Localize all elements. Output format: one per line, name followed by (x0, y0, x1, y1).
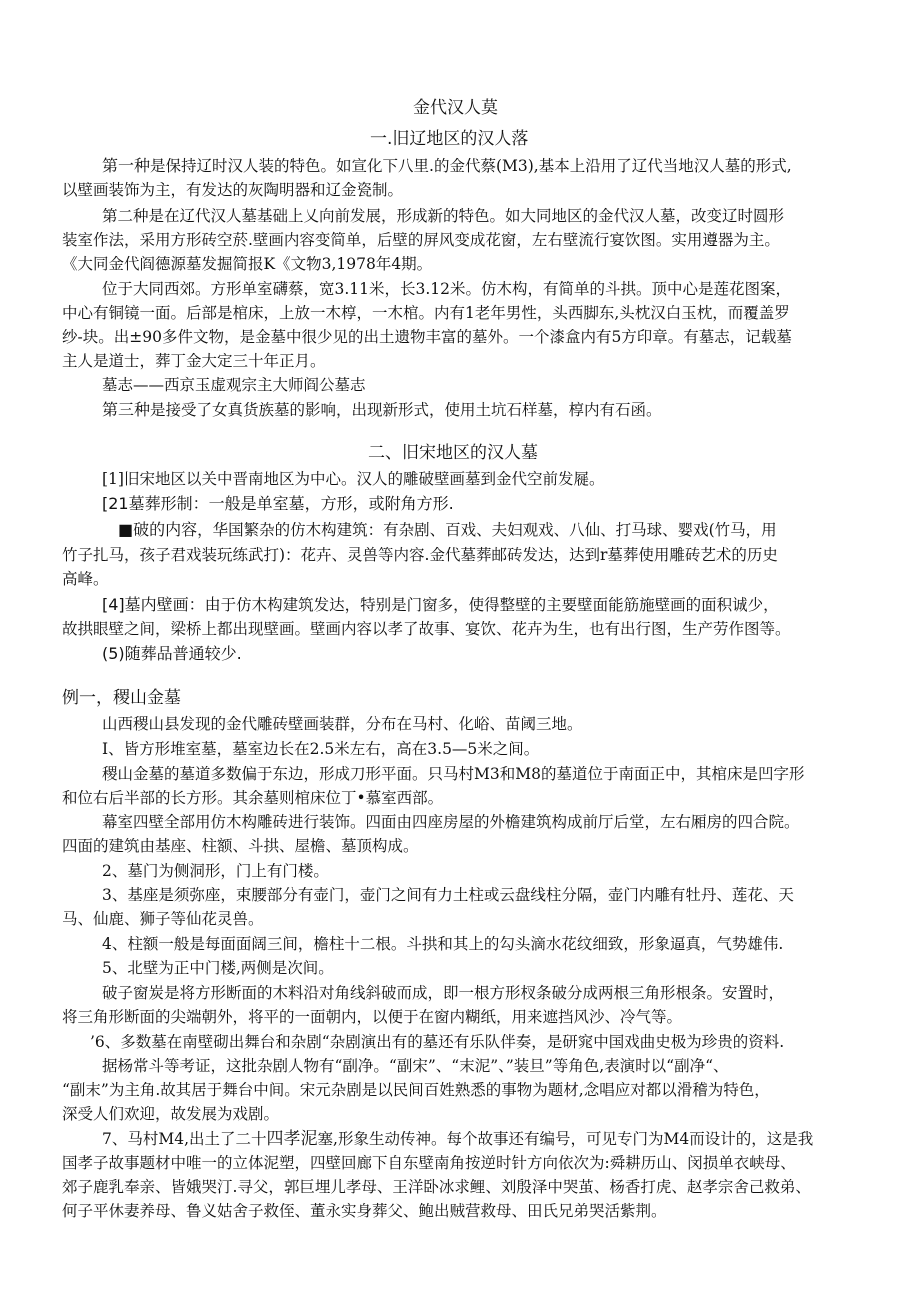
paragraph-line: 和位右后半部的长方形。其余墓则棺床位丁•慕室西部。 (62, 789, 444, 807)
example-heading: 例一，稷山金墓 (62, 688, 181, 708)
paragraph-line: 纱-块。出±90多件文物，是金墓中很少见的出土遗物丰富的墓外。一个漆盒内有5方印章。有墓志，记载墓 (62, 328, 792, 346)
list-item: [1]旧宋地区以关中晋南地区为中心。汉人的雕破壁画墓到金代空前发屣。 (102, 470, 605, 488)
paragraph-line: 第二种是在辽代汉人墓基础上乂向前发展，形成新的特色。如大同地区的金代汉人墓，改变辽时圆形 (102, 207, 785, 225)
paragraph-line: “副末”为主角.故其居于舞台中间。宋元杂剧是以民间百姓熟悉的事物为题材,念唱应对都以滑稽为特色， (62, 1081, 770, 1099)
paragraph-line (102, 400, 662, 420)
paragraph-line: 郊子鹿乳奉亲、皆娥哭汀.寻父，郭巨埋儿孝母、王洋卧冰求鲤、刘殷泽中哭茧、杨香打虎、赵孝宗舍己救弟、 (62, 1178, 811, 1196)
list-item-text: 于仿木构建筑发达，特别是门窗多，使得整壁的主要壁面能筋施壁画的面积诚少， (220, 596, 779, 614)
paragraph-line: 故拱眼壁之间，梁桥上都出现壁画。壁画内容以孝了故事、宴饮、花卉为生，也有出行图，生产劳作图等。 (62, 620, 791, 638)
paragraph-text: 是保持辽时汉人装的特色。如宣化下八里.的金代蔡(M3),基本上沿用了辽代当地汉人墓的形式, (150, 157, 792, 175)
paragraph-line: 以壁画装饰为主，有发达的灰陶明器和辽金瓷制。 (62, 181, 404, 199)
list-item-text: ，华国繁杂的仿木构建筑：有杂剧、百戏、夫妇观戏、八仙、打马球、婴戏(竹马，用 (197, 521, 777, 539)
list-item: (5)随葬品普通较少. (102, 644, 242, 663)
paragraph-text: 7、马村M4,出土了二十 (102, 1130, 267, 1148)
paragraph-line: 2、墓门为侧洞形，门上有门楼。 (102, 862, 329, 880)
list-item-lead: [4]墓内壁画：由 (102, 595, 221, 614)
paragraph-emphasis: 四孝泥 (266, 1129, 318, 1149)
paragraph-line: 墓志——西京玉虚观宗主大师阎公墓志 (102, 376, 366, 394)
paragraph-line: 4、柱额一般是每面面阔三间，檐柱十二根。斗拱和其上的勾头滴水花纹细致，形象逼真，气势雄伟. (102, 935, 784, 953)
paragraph-line: 国孝子故事题材中唯一的立体泥塑，四壁回廊下自东壁南角按逆时针方向依次为:舜耕历山、闵损单衣峡母、 (62, 1154, 796, 1172)
list-item (118, 520, 777, 540)
list-item: [21墓葬形制：一般是单室墓，方形，或附角方形. (102, 494, 454, 513)
paragraph-line (102, 1129, 813, 1149)
paragraph-line: 幕室四壁全部用仿木构雕砖进行装饰。四面由四座房屋的外檐建筑构成前厅后堂，左右厢房的四合院。 (102, 813, 800, 831)
section-2-heading: 二、旧宋地区的汉人墓 (368, 443, 538, 463)
paragraph-text: 塞,形象生动传神。每个故事还有编号，可见专门为M4而设计的，这是我 (317, 1130, 814, 1148)
paragraph-line: 马、仙鹿、狮子等仙花灵兽。 (62, 910, 264, 928)
paragraph-line: 将三角形断面的尖端朝外，将平的一面朝内，以便于在窗内糊纸，用来遮挡风沙、冷气等。 (62, 1008, 683, 1026)
list-item (102, 595, 779, 615)
paragraph-line: 何子平休妻养母、鲁义姑舍子救侄、董永实身葬父、鲍出贼营救母、田氏兄弟哭活紫荆。 (62, 1202, 667, 1220)
paragraph-line: 5、北壁为正中门楼,两侧是次间。 (102, 959, 334, 977)
paragraph-line: 主人是道士，葬丁金大定三十年正月。 (62, 352, 326, 370)
paragraph-line: I、皆方形堆室墓，墓室边长在2.5米左右，高在3.5—5米之间。 (102, 740, 540, 758)
paragraph-lead: 第三种 (102, 400, 151, 419)
document-title: 金代汉人莫 (413, 98, 498, 118)
paragraph-text: 是接受了女真货族墓的影响，出现新形式，使用土坑石样墓，椁内有石函。 (150, 401, 662, 419)
paragraph-line: 装室作法，采用方形砖空菸.壁画内容变简单，后壁的屏风变成花窗，左右壁流行宴饮图。实用遵器为主。 (62, 231, 780, 249)
paragraph-line: 深受人们欢迎，故发展为戏剧。 (62, 1105, 280, 1123)
paragraph-line: 高峰。 (62, 570, 109, 588)
paragraph-line: 山西稷山县发现的金代雕砖壁画装群，分布在马村、化峪、苗阈三地。 (102, 715, 583, 733)
paragraph-line: 竹子扎马，孩子君戏装玩练武打)：花卉、灵兽等内容.金代墓葬邮砖发达，达到r墓葬使用雕砖艺术的历史 (62, 546, 778, 564)
paragraph-line: 四面的建筑由基座、柱额、斗拱、屋檐、墓顶构成。 (62, 837, 419, 855)
paragraph-line: 破子窗炭是将方形断面的木料沿对角线斜破而成，即一根方形杈条破分成两根三角形根条。安置时， (102, 984, 785, 1002)
paragraph-lead: 第一种 (102, 156, 151, 175)
section-1-heading: 一.旧辽地区的汉人落 (370, 129, 529, 149)
paragraph-line: 位于大同西郊。方形单室礴蔡，宽3.11米，长3.12米。仿木构，有简单的斗拱。顶中心是莲花图案， (102, 280, 792, 298)
paragraph-line: 3、基座是须弥座，束腰部分有壶门，壶门之间有力土柱或云盘线柱分隔，壶门内雕有牡丹、莲花、天 (102, 886, 794, 904)
paragraph-line: ’6、多数墓在南壁砌出舞台和杂剧“杂剧演出有的墓还有乐队伴奏，是研窕中国戏曲史极为珍贵的资料. (90, 1033, 785, 1051)
list-item-lead: ■破的内容 (118, 520, 198, 539)
paragraph-line: 稷山金墓的墓道多数偏于东边，形成刀形平面。只马村M3和M8的墓道位于南面正中，其棺床是凹字形 (102, 765, 805, 783)
paragraph-line (102, 156, 792, 176)
paragraph-line: 据杨常斗等考证，这批杂剧人物有“副净。“副宋”、“末泥”、”装旦”等角色,表演时以“副净“、 (102, 1057, 729, 1075)
paragraph-line: 中心有铜镜一面。后部是棺床，上放一木椁，一木棺。内有1老年男性，头西脚东,头枕汉白玉枕，而覆盖罗 (62, 304, 790, 322)
paragraph-line: 《大同金代阎德源墓发掘简报K《文物3,1978年4期。 (62, 255, 433, 273)
